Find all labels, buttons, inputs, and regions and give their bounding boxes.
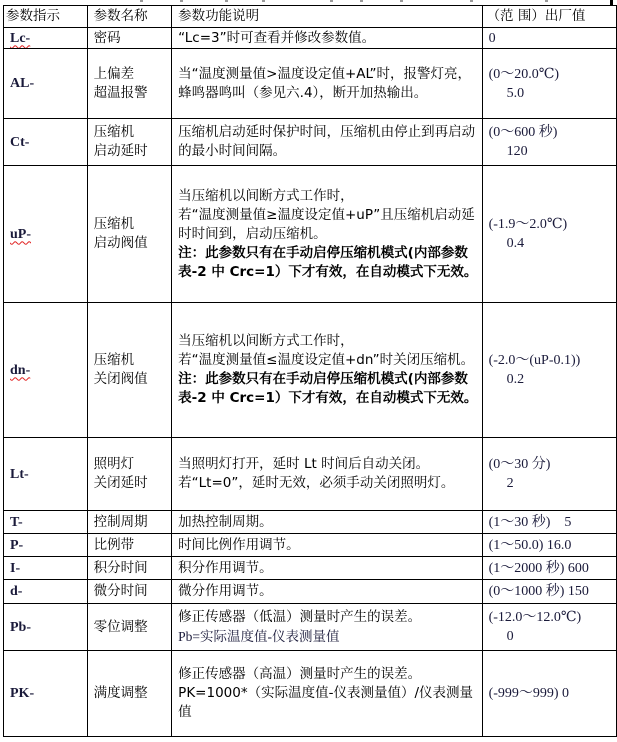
param-name: 微分时间 [87, 580, 172, 604]
param-code: P- [4, 534, 88, 557]
header-range-default: （范 围）出厂值 [482, 6, 616, 28]
param-name: 满度调整 [87, 651, 172, 737]
param-code: d- [4, 580, 88, 604]
table-row [4, 303, 617, 438]
param-range: (1～2000 秒) 600 [482, 557, 616, 580]
param-description: 积分作用调节。 [172, 557, 482, 580]
table-row [4, 534, 617, 557]
header-param-code: 参数指示 [4, 6, 88, 28]
parameter-table [3, 5, 617, 737]
param-range: (0～30 分) 2 [482, 438, 616, 511]
table-row [4, 438, 617, 511]
param-default: 0.2 [506, 372, 525, 387]
param-code: AL- [4, 49, 88, 119]
param-description: 修正传感器（低温）测量时产生的误差。 Pb=实际温度值-仪表测量值 [172, 604, 482, 651]
param-note: 注：此参数只有在手动启停压缩机模式(内部参数表-2 中 Crc=1）下才有效，在自动模式下无效。 [178, 244, 478, 280]
param-range: (-2.0～(uP-0.1)) 0.2 [482, 303, 616, 438]
param-name: 密码 [87, 28, 172, 49]
param-code: dn- [4, 303, 88, 438]
param-description: 修正传感器（高温）测量时产生的误差。 PK=1000*（实际温度值-仪表测量值）/仪表测量值 [172, 651, 482, 737]
table-row [4, 49, 617, 119]
param-range: (-999～999) 0 [482, 651, 616, 737]
param-range: 0 [482, 28, 616, 49]
header-param-name: 参数名称 [87, 6, 172, 28]
table-row [4, 28, 617, 49]
param-name: 积分时间 [87, 557, 172, 580]
param-description: 加热控制周期。 [172, 511, 482, 534]
param-description: 微分作用调节。 [172, 580, 482, 604]
param-code: Pb- [4, 604, 88, 651]
param-default: 0 [506, 629, 514, 644]
param-range: (1～30 秒) 5 [482, 511, 616, 534]
param-code: Lc- [4, 28, 88, 49]
param-range: (0～1000 秒) 150 [482, 580, 616, 604]
param-code: uP- [4, 166, 88, 303]
param-name: 比例带 [87, 534, 172, 557]
param-code: Ct- [4, 119, 88, 166]
param-name: 照明灯 关闭延时 [87, 438, 172, 511]
param-name: 控制周期 [87, 511, 172, 534]
param-range: (0～600 秒) 120 [482, 119, 616, 166]
param-range: (1～50.0) 16.0 [482, 534, 616, 557]
param-note: 注：此参数只有在手动启停压缩机模式(内部参数表-2 中 Crc=1）下才有效，在自动模式下无效。 [178, 371, 478, 406]
table-row [4, 604, 617, 651]
param-name: 压缩机 启动延时 [87, 119, 172, 166]
param-code: I- [4, 557, 88, 580]
param-default: 2 [506, 476, 514, 491]
param-default: 120 [506, 144, 528, 159]
param-description: “Lc=3”时可查看并修改参数值。 [172, 28, 482, 49]
table-header-row [4, 6, 617, 28]
param-name: 压缩机 启动阀值 [87, 166, 172, 303]
table-row [4, 580, 617, 604]
param-description: 当照明灯打开，延时 Lt 时间后自动关闭。若“Lt=0”，延时无效，必须手动关闭照明灯。 [172, 438, 482, 511]
page-top-fragment [0, 0, 617, 4]
param-code: Lt- [4, 438, 88, 511]
param-default: 0.4 [506, 236, 525, 251]
param-description: 当压缩机以间断方式工作时， 若“温度测量值≤温度设定值+dn”时关闭压缩机。 注：此参数只有在手动启停压缩机模式(内部参数表-2 中 Crc=1）下才有效，在自动模式下无效。 [172, 303, 482, 438]
param-name: 零位调整 [87, 604, 172, 651]
param-name: 上偏差 超温报警 [87, 49, 172, 119]
table-row [4, 166, 617, 303]
param-range: (-1.9～2.0℃) 0.4 [482, 166, 616, 303]
param-description: 当“温度测量值>温度设定值+AL”时，报警灯亮，蜂鸣器鸣叫（参见六.4），断开加热输出。 [172, 49, 482, 119]
param-name: 压缩机 关闭阀值 [87, 303, 172, 438]
param-description: 压缩机启动延时保护时间，压缩机由停止到再启动的最小时间间隔。 [172, 119, 482, 166]
param-code: PK- [4, 651, 88, 737]
param-description: 时间比例作用调节。 [172, 534, 482, 557]
param-default: 5.0 [506, 85, 525, 101]
param-code: T- [4, 511, 88, 534]
table-row [4, 557, 617, 580]
header-param-description: 参数功能说明 [172, 6, 482, 28]
param-description: 当压缩机以间断方式工作时， 若“温度测量值≥温度设定值+uP”且压缩机启动延时时间到，启动压缩机。 注：此参数只有在手动启停压缩机模式(内部参数表-2 中 Crc=1）下才有效，在自动模式下无效。 [172, 166, 482, 303]
param-range: (0～20.0℃) 5.0 [482, 49, 616, 119]
table-row [4, 651, 617, 737]
table-row [4, 511, 617, 534]
param-range: (-12.0～12.0℃) 0 [482, 604, 616, 651]
table-row [4, 119, 617, 166]
